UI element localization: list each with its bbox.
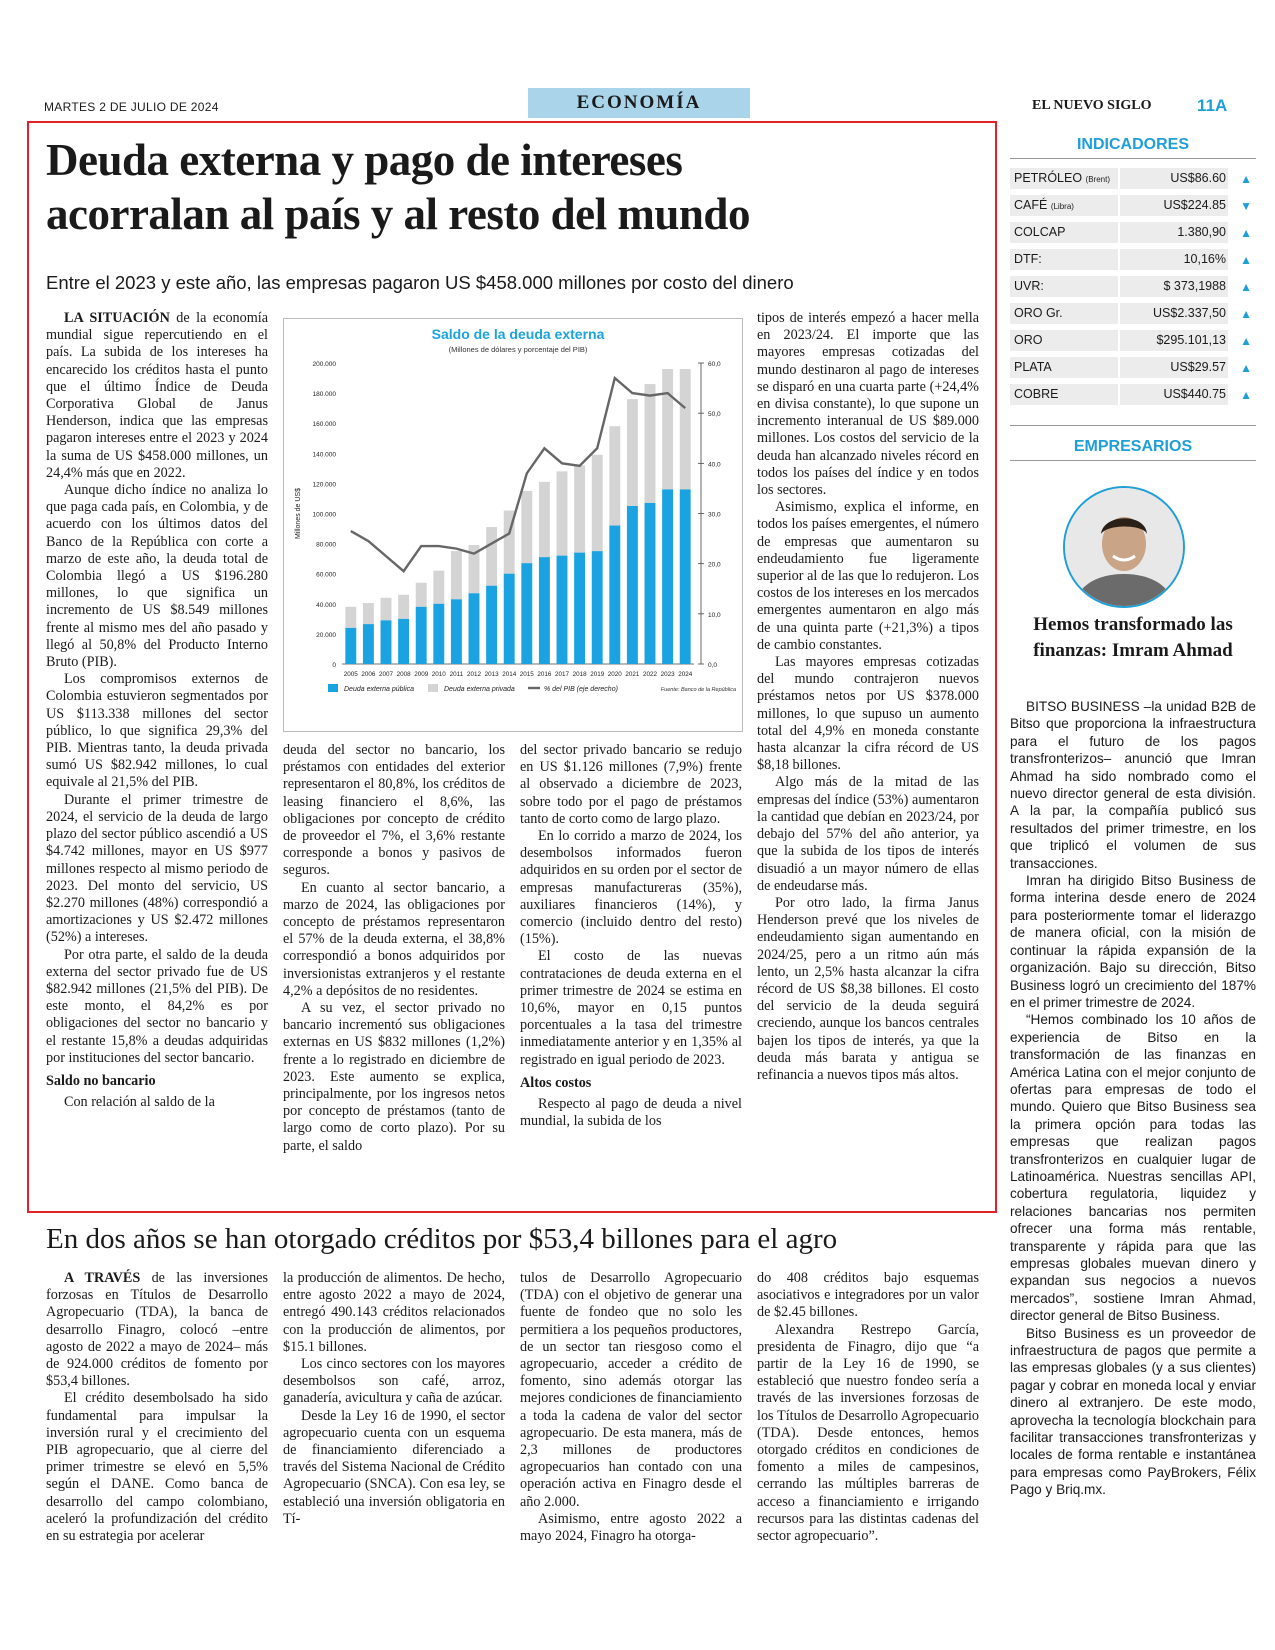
bar-private <box>345 607 356 628</box>
indicator-value: US$2.337,50 <box>1153 306 1226 320</box>
bar-public <box>539 557 550 664</box>
paragraph: Por otra parte, el saldo de la deuda externa del sector privado fue de US $82.942 millones (21,5% del PIB). De este monto, el 84,2% es por obligaciones del sector no bancario y el restante 15,8% a deudas adquiridas por instituciones del sector bancario. <box>46 946 268 1066</box>
paragraph: Durante el primer trimestre de 2024, el servicio de la deuda de largo plazo del sector público ascendió a US $4.742 millones, mayor en US $977 millones respecto al mismo periodo de 2023. Del monto del servicio, US $2.270 millones (48%) correspondió a amortizaciones y US $2.472 millones (52%) a intereses. <box>46 791 268 946</box>
article-column-2 <box>283 742 505 1155</box>
indicator-name: CAFÉ (Libra) <box>1014 198 1074 212</box>
bar-public <box>627 506 638 664</box>
lead-text: de la economía mundial sigue repercutiendo en el país. La subida de los intereses ha encarecido los créditos hasta el punto que el último Índice de Deuda Corporativa Global de Janus Henderson, indica que las empresas pagaron intereses entre el 2023 y 2024 la suma de US $458.000 millones, un 24,4% más que en 2022. <box>46 310 268 481</box>
agro-column-2 <box>283 1270 505 1528</box>
bar-public <box>398 619 409 664</box>
x-tick-label: 2019 <box>590 671 605 678</box>
x-tick-label: 2005 <box>343 671 358 678</box>
chart-source: Fuente: Banco de la República <box>660 687 736 693</box>
y2-tick-label: 50,0 <box>708 411 721 419</box>
trend-up-icon: ▲ <box>1240 280 1252 294</box>
subheading: Saldo no bancario <box>46 1072 156 1089</box>
bar-private <box>574 465 585 552</box>
bar-private <box>381 598 392 621</box>
bar-public <box>416 607 427 664</box>
indicators-rule <box>1010 158 1256 159</box>
paragraph: El costo de las nuevas contrataciones de deuda externa en el primer trimestre de 2024 se estima en 10,6%, mayor en 0,15 puntos porcentuales a la tasa del trimestre inmediatamente anterior y en 1,35% al registrado en igual periodo de 2023. <box>520 948 742 1068</box>
paragraph: Los cinco sectores con los mayores desembolsos son café, arroz, ganadería, avicultura y caña de azúcar. <box>283 1356 505 1407</box>
bar-public <box>662 489 673 664</box>
indicator-row <box>1010 166 1256 191</box>
paragraph: Alexandra Restrepo García, presidenta de Finagro, dijo que “a partir de la Ley 16 de 1990, se estableció que nuestro fondeo sería a través de las inversiones forzosas de los Títulos de Desarrollo Agropecuario (TDA). Desde entonces, hemos otorgado créditos en condiciones de fomento a miles de campesinos, cerrando las múltiples barreras de acceso a financiamiento e irrigando recursos para las distintas cadenas del sector agropecuario”. <box>757 1321 979 1545</box>
legend-label: Deuda externa pública <box>344 686 415 693</box>
empresarios-title-rule <box>1010 460 1256 461</box>
paragraph: A su vez, el sector privado no bancario incrementó sus obligaciones externas en US $832 millones (1,2%) frente a lo registrado en diciembre de 2023. Este aumento se explica, principalmente, por los ingresos netos por concepto de préstamos (tanto de largo como de corto plazo). Por su parte, el saldo <box>283 1000 505 1154</box>
paragraph: Las mayores empresas cotizadas del mundo contrajeron nuevos préstamos netos por US $378.000 millones, lo que supuso un aumento total del 4,9% en moneda constante hasta alcanzar la cifra récord de US $8,18 billones. <box>757 654 979 774</box>
indicator-row <box>1010 328 1256 353</box>
bar-private <box>609 426 620 525</box>
portrait-icon <box>1065 488 1183 606</box>
indicator-value: US$224.85 <box>1163 198 1226 212</box>
paragraph: Algo más de la mitad de las empresas del índice (53%) aumentaron la cantidad que debían en 2023/24, por debajo del 57% del año anterior, ya que la subida de los tipos de interés disuadió a un mayor número de ellas de endeudarse más. <box>757 774 979 894</box>
legend-label: % del PIB (eje derecho) <box>544 686 618 693</box>
bar-public <box>469 593 480 664</box>
bar-public <box>363 624 374 664</box>
trend-up-icon: ▲ <box>1240 307 1252 321</box>
indicator-value: US$86.60 <box>1170 171 1226 185</box>
article-column-1 <box>46 310 268 1111</box>
paragraph: En lo corrido a marzo de 2024, los desembolsos informados fueron adquiridos en su orden por el sector de empresas manufactureras (35%), auxiliares financieros (14%), y comercio (incluido dentro del resto) (15%). <box>520 828 742 948</box>
lead-word: LA SITUACIÓN <box>64 310 170 326</box>
bar-public <box>680 489 691 664</box>
bar-public <box>504 574 515 664</box>
y-tick-label: 100.000 <box>312 511 336 519</box>
indicator-name: UVR: <box>1014 279 1044 293</box>
paragraph: BITSO BUSINESS –la unidad B2B de Bitso que proporciona la infraestructura para el futuro de los pagos transfronterizos– anunció que Imran Ahmad ha sido nombrado como el nuevo director general de esta división. A la par, la compañía publicó sus resultados del primer trimestre, en los que triplicó el volumen de sus transacciones. <box>1010 699 1256 871</box>
y2-tick-label: 40,0 <box>708 461 721 469</box>
bar-private <box>451 551 462 599</box>
indicator-name: COBRE <box>1014 387 1059 401</box>
y-tick-label: 60.000 <box>316 571 336 579</box>
bar-public <box>433 604 444 664</box>
paragraph: “Hemos combinado los 10 años de experiencia de Bitso en la transformación de las finanzas en América Latina con el mejor conjunto de ofertas para empresas de todo el mundo. Quiero que Bitso Business sea la primera opción para todas las empresas que realizan pagos transfronterizos en cualquier lugar de Latinoamérica. Nuestras sencillas API, cobertura regulatoria, liquidez y relaciones bancarias nos permiten ofrecer una forma más rentable, transparente y rápida para que las empresas globales muevan dinero y expandan sus negocios a nuevos mercados”, sostiene Imran Ahmad, director general de Bitso Business. <box>1010 1012 1256 1324</box>
trend-up-icon: ▲ <box>1240 253 1252 267</box>
indicator-name: ORO Gr. <box>1014 306 1063 320</box>
indicator-note: (Brent) <box>1085 175 1110 184</box>
x-tick-label: 2009 <box>414 671 429 678</box>
headline-line-2: acorralan al país y al resto del mundo <box>46 189 750 239</box>
headline-line-1: Deuda externa y pago de intereses <box>46 135 683 185</box>
y-tick-label: 180.000 <box>312 391 336 399</box>
y-tick-label: 40.000 <box>316 601 336 609</box>
avatar <box>1063 486 1185 608</box>
trend-up-icon: ▲ <box>1240 172 1252 186</box>
legend-label: Deuda externa privada <box>444 686 515 693</box>
paragraph <box>46 1270 268 1390</box>
bar-public <box>381 620 392 664</box>
paragraph: tipos de interés empezó a hacer mella en 2023/24. El importe que las mayores empresas cotizadas del mundo destinaron al pago de intereses se disparó en una cuarta parte (+24,4% en divisa constante), lo que supone un incremento interanual de US $89.000 millones. Los costos del servicio de la deuda han alcanzado niveles récord en todos los países del índice y en todos los sectores. <box>757 310 979 499</box>
bar-public <box>645 503 656 664</box>
bar-private <box>645 384 656 503</box>
indicator-row <box>1010 193 1256 218</box>
indicator-value: US$29.57 <box>1170 360 1226 374</box>
page-number: 11A <box>1197 96 1228 115</box>
bar-private <box>363 603 374 624</box>
paragraph: deuda del sector no bancario, los préstamos con entidades del exterior representaron el 80,8%, los créditos de leasing financiero el 8,6%, las obligaciones por concepto de crédito de proveedor el 7%, el 3,6% restante corresponde a bonos y pasivos de seguros. <box>283 742 505 879</box>
x-tick-label: 2017 <box>554 671 570 678</box>
x-tick-label: 2023 <box>660 671 675 678</box>
chart-subtitle: (Millones de dólares y porcentaje del PIB) <box>448 345 588 354</box>
paragraph: Por otro lado, la firma Janus Henderson prevé que los niveles de endeudamiento sigan aumentando en 2024/25, pero a un ritmo aún más lento, un 2,5% hasta alcanzar la cifra récord de US $8,38 billones. El costo del servicio de la deuda seguirá creciendo, aunque los bancos centrales bajen los tipos de interés, ya que la deuda más barata y antigua se refinancia a nuevos tipos más altos. <box>757 894 979 1083</box>
x-tick-label: 2013 <box>484 671 499 678</box>
indicator-row <box>1010 355 1256 380</box>
paragraph: El crédito desembolsado ha sido fundamental para impulsar la inversión rural y el crecimiento del PIB agropecuario, que al cierre del primer trimestre se elevó en 5,5% según el DANE. Como banca de desarrollo del campo colombiano, aceleró la profundización del crédito en su estrategia por acelerar <box>46 1390 268 1545</box>
bar-private <box>662 369 673 489</box>
paragraph: Asimismo, explica el informe, en todos los países emergentes, el número de empresas que aumentaron su endeudamiento fue ligeramente superior al de las que lo redujeron. Los costos de los intereses en los mercados emergentes aumentaron en algo más de una quinta parte (+21,3%) a tipos de cambio constantes. <box>757 499 979 653</box>
agro-column-1 <box>46 1270 268 1545</box>
sidebar-headline: Hemos transformado las finanzas: Imram Ahmad <box>1033 614 1233 661</box>
bar-private <box>592 455 603 551</box>
paragraph: En cuanto al sector bancario, a marzo de 2024, las obligaciones por concepto de préstamos representaron el 57% de la deuda externa, el 38,8% correspondió a bonos adquiridos por inversionistas extranjeros y el restante 4,2% a depósitos de no residentes. <box>283 879 505 999</box>
main-headline <box>46 133 750 241</box>
x-tick-label: 2021 <box>625 671 640 678</box>
indicator-value: $ 373,1988 <box>1163 279 1226 293</box>
agro-column-4 <box>757 1270 979 1545</box>
trend-down-icon: ▼ <box>1240 199 1252 213</box>
indicators-title: INDICADORES <box>1076 136 1189 153</box>
debt-chart <box>283 318 743 732</box>
paragraph: Los compromisos externos de Colombia estuvieron segmentados por US $113.338 millones del sector público, lo que significa 29,3% del PIB. Mientras tanto, la deuda privada sumó US $82.942 millones, lo cual equivale al 21,5% del PIB. <box>46 671 268 791</box>
bar-public <box>592 551 603 664</box>
paragraph: tulos de Desarrollo Agropecuario (TDA) con el objetivo de generar una fuente de fondeo que no solo les permitiera a los pequeños productores, de un sector tan riesgoso como el agropecuario, acceder a crédito de fomento, sino además otorgar las mejores condiciones de financiamiento a toda la cadena de valor del sector agropecuario. De esta manera, más de 2,3 millones de productores agropecuarios han contado con una operación activa en Finagro desde el año 2.000. <box>520 1270 742 1510</box>
lead-word: A TRAVÉS <box>64 1270 141 1286</box>
y2-tick-label: 30,0 <box>708 511 721 519</box>
y-tick-label: 160.000 <box>312 421 336 429</box>
y-axis-label: Millones de US$ <box>295 488 302 539</box>
x-tick-label: 2010 <box>431 671 446 678</box>
article-column-3 <box>520 742 742 1130</box>
paragraph: do 408 créditos bajo esquemas asociativos e integradores por un valor de $2.45 billones. <box>757 1270 979 1321</box>
y-tick-label: 0 <box>332 662 336 669</box>
bar-private <box>521 491 532 563</box>
indicator-name: PLATA <box>1014 360 1052 374</box>
indicator-value: US$440.75 <box>1163 387 1226 401</box>
trend-up-icon: ▲ <box>1240 388 1252 402</box>
paragraph <box>46 310 268 482</box>
paragraph: Desde la Ley 16 de 1990, el sector agropecuario cuenta con un esquema de financiamiento diferenciado a través del Sistema Nacional de Crédito Agropecuario (SNCA). Con esa ley, se estableció una inversión obligatoria en Tí- <box>283 1407 505 1527</box>
bar-public <box>451 599 462 664</box>
empresarios-title: EMPRESARIOS <box>1073 438 1193 455</box>
trend-up-icon: ▲ <box>1240 334 1252 348</box>
bar-private <box>433 571 444 604</box>
indicator-name: PETRÓLEO (Brent) <box>1014 171 1110 185</box>
debt-chart-svg <box>284 319 742 731</box>
y2-tick-label: 20,0 <box>708 561 721 569</box>
paragraph: Con relación al saldo de la <box>64 1094 215 1111</box>
x-tick-label: 2014 <box>502 671 517 678</box>
x-tick-label: 2011 <box>449 671 464 678</box>
bar-private <box>539 482 550 557</box>
indicator-name: COLCAP <box>1014 225 1066 239</box>
second-headline: En dos años se han otorgado créditos por $53,4 billones para el agro <box>46 1223 838 1255</box>
y-tick-label: 200.000 <box>312 361 336 368</box>
bar-private <box>416 583 427 607</box>
x-tick-label: 2016 <box>537 671 552 678</box>
y-tick-label: 20.000 <box>316 631 336 639</box>
bar-private <box>398 595 409 619</box>
indicator-row <box>1010 301 1256 326</box>
paragraph: Asimismo, entre agosto 2022 a mayo 2024, Finagro ha otorga- <box>520 1510 742 1545</box>
article-column-4 <box>757 310 979 1084</box>
bar-private <box>680 369 691 489</box>
indicator-row <box>1010 274 1256 299</box>
indicator-name: DTF: <box>1014 252 1042 266</box>
paragraph: la producción de alimentos. De hecho, entre agosto 2022 a mayo de 2024, entregó 490.143 créditos relacionados con la producción de alimentos, por $15.1 billones. <box>283 1270 505 1355</box>
x-tick-label: 2008 <box>396 671 411 678</box>
trend-up-icon: ▲ <box>1240 361 1252 375</box>
bar-private <box>557 471 568 555</box>
indicator-value: 1.380,90 <box>1177 225 1226 239</box>
paragraph: Imran ha dirigido Bitso Business de forma interina desde enero de 2024 para posteriormente tomar el liderazgo de manera oficial, con la misión de continuar la rápida expansión de la organización. Bajo su dirección, Bitso Business logró un crecimiento del 187% en el primer trimestre de 2024. <box>1010 873 1256 1010</box>
bar-private <box>627 399 638 506</box>
chart-title: Saldo de la deuda externa <box>431 326 605 342</box>
y2-tick-label: 60,0 <box>708 361 721 368</box>
y-tick-label: 80.000 <box>316 541 336 549</box>
section-title: ECONOMÍA <box>576 92 702 113</box>
bar-public <box>486 586 497 664</box>
trend-up-icon: ▲ <box>1240 226 1252 240</box>
y-tick-label: 120.000 <box>312 481 336 489</box>
y-tick-label: 140.000 <box>312 451 336 459</box>
paragraph: Respecto al pago de deuda a nivel mundial, la subida de los <box>520 1096 742 1130</box>
bar-private <box>486 527 497 586</box>
legend-swatch <box>428 684 438 692</box>
bar-public <box>557 556 568 664</box>
indicator-note: (Libra) <box>1050 202 1074 211</box>
masthead: EL NUEVO SIGLO <box>1032 98 1152 113</box>
x-tick-label: 2020 <box>607 671 622 678</box>
x-tick-label: 2018 <box>572 671 587 678</box>
paragraph: del sector privado bancario se redujo en US $1.126 millones (7,9%) frente al observado a diciembre de 2023, sobre todo por el pago de préstamos tanto de corto como de largo plazo. <box>520 742 742 827</box>
empresarios-rule <box>1010 425 1256 426</box>
paragraph: Aunque dicho índice no analiza lo que paga cada país, en Colombia, y de acuerdo con los últimos datos del Banco de la República con corte a marzo de este año, la deuda total de Colombia llegó a US $196.280 millones, lo que significa un incremento de US $8.549 millones frente al mismo mes del año pasado y llegó al 50,8% del Producto Interno Bruto (PIB). <box>46 482 268 671</box>
indicator-name: ORO <box>1014 333 1043 347</box>
x-tick-label: 2006 <box>361 671 376 678</box>
indicator-value: $295.101,13 <box>1156 333 1226 347</box>
lead-text: de las inversiones forzosas en Títulos de Desarrollo Agropecuario (TDA), la banca de desarrollo Finagro, colocó –entre agosto de 2022 a mayo de 2024– más de 924.000 créditos de fomento por $53,4 billones. <box>46 1270 268 1390</box>
x-tick-label: 2022 <box>642 671 658 678</box>
bar-public <box>609 526 620 664</box>
y2-tick-label: 10,0 <box>708 611 721 619</box>
sidebar-body <box>1010 698 1256 1499</box>
indicator-value: 10,16% <box>1183 252 1226 266</box>
page-date: MARTES 2 DE JULIO DE 2024 <box>44 100 219 114</box>
paragraph: Bitso Business es un proveedor de infraestructura de pagos que permite a las empresas globales (y a sus clientes) pagar y cobrar en moneda local y enviar dinero al extranjero. De este modo, aprovecha la tecnología blockchain para facilitar transacciones transfronterizas y locales de forma rentable e instantánea para empresas como PayBrokers, Félix Pago y Briq.mx. <box>1010 1325 1256 1498</box>
bar-public <box>574 553 585 664</box>
agro-column-3 <box>520 1270 742 1545</box>
indicator-row <box>1010 247 1256 272</box>
indicator-row <box>1010 220 1256 245</box>
x-tick-label: 2007 <box>378 671 394 678</box>
bar-public <box>521 563 532 664</box>
x-tick-label: 2015 <box>519 671 534 678</box>
y2-tick-label: 0,0 <box>708 662 718 669</box>
x-tick-label: 2012 <box>466 671 482 678</box>
subheading: Altos costos <box>520 1074 592 1091</box>
indicator-row <box>1010 382 1256 407</box>
bar-public <box>345 628 356 664</box>
main-subheadline: Entre el 2023 y este año, las empresas pagaron US $458.000 millones por costo del dinero <box>46 272 794 293</box>
legend-swatch <box>328 684 338 692</box>
x-tick-label: 2024 <box>678 671 693 678</box>
